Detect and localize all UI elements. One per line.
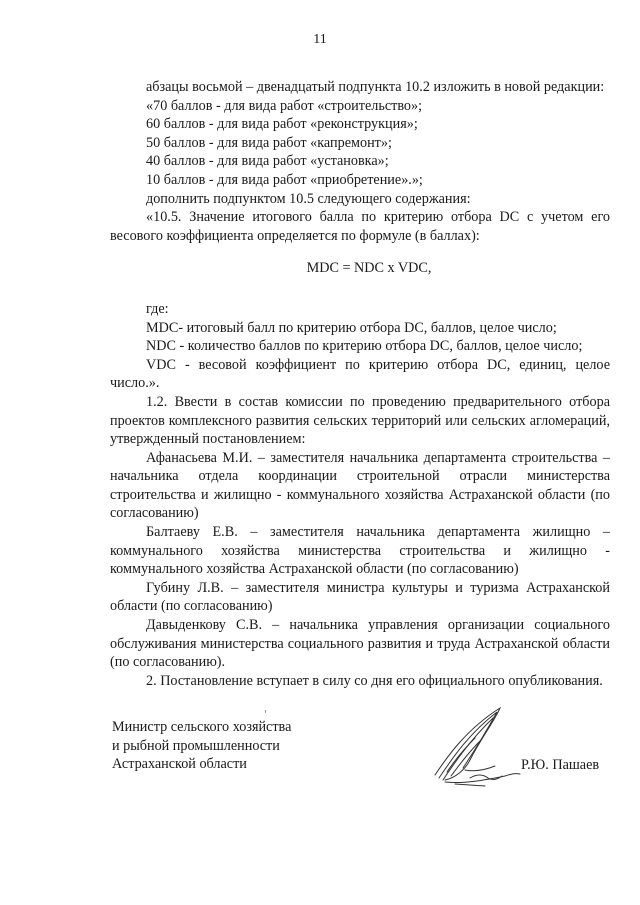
paragraph: 1.2. Ввести в состав комиссии по проведению предварительного отбора проектов комплексного развития сельских территорий или сельских агломераций, утвержденный постановлением:: [110, 393, 610, 448]
page-number: 11: [313, 32, 327, 47]
paragraph: где:: [146, 300, 169, 317]
paragraph: Афанасьева М.И. – заместителя начальника департамента строительства – начальника отдела координации строительной отрасли министерства строительства и жилищно - коммунального хозяйства Астраханской области (по согласованию): [110, 449, 610, 522]
position-line: Астраханской области: [112, 756, 247, 773]
paragraph: «70 баллов - для вида работ «строительство»;: [146, 97, 423, 114]
paragraph: MDC- итоговый балл по критерию отбора DC, баллов, целое число;: [146, 319, 557, 336]
paragraph: VDC - весовой коэффициент по критерию отбора DC, единиц, целое число.».: [110, 356, 610, 392]
signatory-position: [112, 718, 291, 774]
paragraph: Балтаеву Е.В. – заместителя начальника департамента жилищно – коммунального хозяйства министерства строительства и жилищно - коммунального хозяйства Астраханской области (по согласованию): [110, 524, 610, 578]
paragraph: абзацы восьмой – двенадцатый подпункта 10.2 изложить в новой редакции:: [146, 79, 605, 95]
paragraph: «10.5. Значение итогового балла по критерию отбора DC с учетом его весового коэффициента определяется по формуле (в баллах):: [110, 209, 610, 244]
paragraph: 10 баллов - для вида работ «приобретение».»;: [146, 171, 423, 188]
paragraph: NDC - количество баллов по критерию отбора DC, баллов, целое число;: [146, 338, 583, 355]
paragraph: 2. Постановление вступает в силу со дня его официального опубликования.: [146, 672, 603, 689]
signer-name: Р.Ю. Пашаев: [521, 757, 600, 773]
position-line: и рыбной промышленности: [112, 737, 280, 754]
paragraph: 50 баллов - для вида работ «капремонт»;: [146, 134, 392, 151]
paragraph: 40 баллов - для вида работ «установка»;: [146, 153, 389, 170]
formula: MDC = NDC x VDC,: [306, 260, 432, 277]
handwritten-signature: [425, 700, 525, 790]
position-line: Министр сельского хозяйства: [112, 719, 292, 735]
document-body: [110, 78, 610, 690]
paragraph: 60 баллов - для вида работ «реконструкция»;: [146, 116, 418, 133]
paragraph: дополнить подпунктом 10.5 следующего содержания:: [146, 190, 471, 207]
paragraph: Давыденкову С.В. – начальника управления организации социального обслуживания министерства социального развития и труда Астраханской области (по согласованию).: [110, 617, 610, 671]
paragraph: Губину Л.В. – заместителя министра культуры и туризма Астраханской области (по согласованию): [110, 579, 610, 615]
stray-mark: [265, 710, 266, 713]
